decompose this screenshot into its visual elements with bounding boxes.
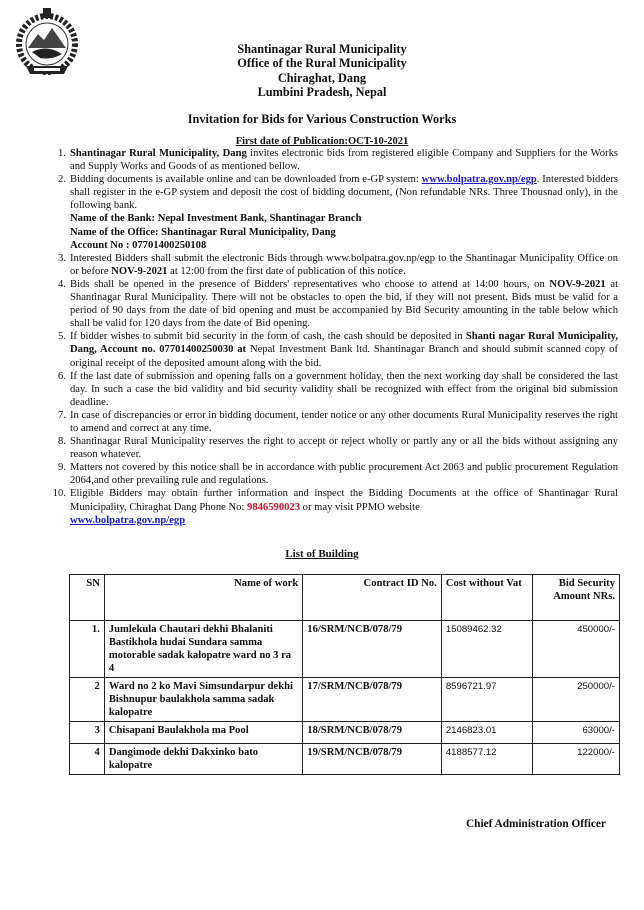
table-row: 3 Chisapani Baulakhola ma Pool 18/SRM/NCB/078/79 2146823.01 63000/-: [70, 722, 620, 744]
province: Lumbini Pradesh, Nepal: [257, 85, 387, 100]
office-name: Office of the Rural Municipality: [237, 56, 407, 71]
notice-title: Invitation for Bids for Various Construction Works: [187, 112, 457, 126]
notice-item-5: 5. If bidder wishes to submit bid security in the form of cash, the cash should be deposited in Shanti nagar Rural Municipality, Dang, Account no. 07701400250030 at Nepal Investment Bank ltd. Shantinagar Branch and should submit scanned copy of original receipt of the deposited amount along with the bid.: [58, 331, 618, 369]
header-sn: SN: [70, 575, 105, 621]
works-table: [69, 574, 620, 775]
notice-item-6: 6. If the last date of submission and opening falls on a government holiday, then the next working day shall be considered the last day. In such a case the bid validity and bid security validity shall be recognized with effect from the original bid submission deadline.: [58, 370, 618, 408]
notice-item-8: 8. Shantinagar Rural Municipality reserves the right to accept or reject wholly or partly any or all the bids without assigning any reason whatever.: [58, 436, 618, 461]
table-row: 1. Jumlekula Chautari dekhi Bhalaniti Bastikhola hudai Sundara samma motorable sadak kalopatre ward no 3 ra 4 16/SRM/NCB/078/79 15089462.32 450000/-: [70, 621, 620, 678]
notice-items: [46, 147, 618, 527]
account-number: Account No : 07701400250108: [70, 239, 207, 251]
table-header-row: [70, 575, 620, 621]
letterhead: [0, 42, 644, 100]
signature-title: Chief Administration Officer: [466, 818, 606, 830]
municipality-name: Shantinagar Rural Municipality: [237, 42, 407, 56]
egp-link[interactable]: www.bolpatra.gov.np/egp: [421, 174, 537, 186]
notice-item-1: 1. Shantinagar Rural Municipality, Dang invites electronic bids from registered eligible Company and Suppliers for the Works and Supply Works and Goods of as mentioned bellow.: [58, 148, 618, 173]
office-account-name: Name of the Office: Shantinagar Rural Municipality, Dang: [70, 226, 336, 238]
notice-item-7: 7. In case of discrepancies or error in bidding document, tender notice or any other documents Rural Municipality reserves the right to amend and correct at any time.: [58, 409, 618, 434]
notice-item-4: 4. Bids shall be opened in the presence of Bidders' representatives who choose to attend at 14:00 hours, on NOV-9-2021 at Shantinagar Rural Municipality. There will not be obstacles to open the bid, if they will not present. Bids must be valid for a period of 90 days from the date of bid opening and must be accompanied by Bid Security amounting in the table below which shall be valid for 120 days from the date of Bid opening.: [58, 278, 619, 330]
location: Chiraghat, Dang: [277, 70, 367, 85]
header-bid-security: Bid Security Amount NRs.: [533, 575, 620, 621]
publication-date: First date of Publication:OCT-10-2021: [235, 136, 409, 147]
table-row: 4 Dangimode dekhi Dakxinko bato kalopatre 19/SRM/NCB/078/79 4188577.12 122000/-: [70, 744, 620, 775]
phone-number: 9846590023: [247, 501, 300, 513]
ppmo-website-link[interactable]: www.bolpatra.gov.np/egp: [70, 514, 186, 526]
notice-item-3: 3. Interested Bidders shall submit the electronic Bids through www.bolpatra.gov.np/egp to the Shantinagar Municipality Office on or before NOV-9-2021 at 12:00 from the first date of publication of this notice.: [58, 252, 618, 277]
notice-item-2: 2. Bidding documents is available online and can be downloaded from e-GP system: www.bolpatra.gov.np/egp. Interested bidders shall register in the e-GP system and deposit the cost of bidding document, (Non refundable NRs. Three Thousnad only), in the following bank. Name of the Bank: Nepal Investment Bank, Shantinagar Branch Name of the Office: Shantinagar Rural Municipality, Dang Account No : 07701400250108: [58, 174, 618, 251]
notice-item-10: 10. Eligible Bidders may obtain further information and inspect the Bidding Documents at the office of Shantinagar Rural Municipality, Chiraghat Dang Phone No: 9846590023 or may visit PPMO website www.bolpatra.gov.np/egp: [52, 488, 618, 526]
header-contract-id: Contract ID No.: [303, 575, 442, 621]
header-cost: Cost without Vat: [441, 575, 533, 621]
header-name-of-work: Name of work: [104, 575, 302, 621]
notice-item-9: 9. Matters not covered by this notice shall be in accordance with public procurement Act 2063 and public procurement Regulation 2064,and other prevailing rule and regulations.: [58, 462, 618, 487]
bank-name: Name of the Bank: Nepal Investment Bank, Shantinagar Branch: [70, 213, 362, 225]
list-title: List of Building: [285, 548, 359, 560]
table-row: 2 Ward no 2 ko Mavi Simsundarpur dekhi Bishnupur baulakhola samma sadak kalopatre 17/SRM/NCB/078/79 8596721.97 250000/-: [70, 678, 620, 722]
